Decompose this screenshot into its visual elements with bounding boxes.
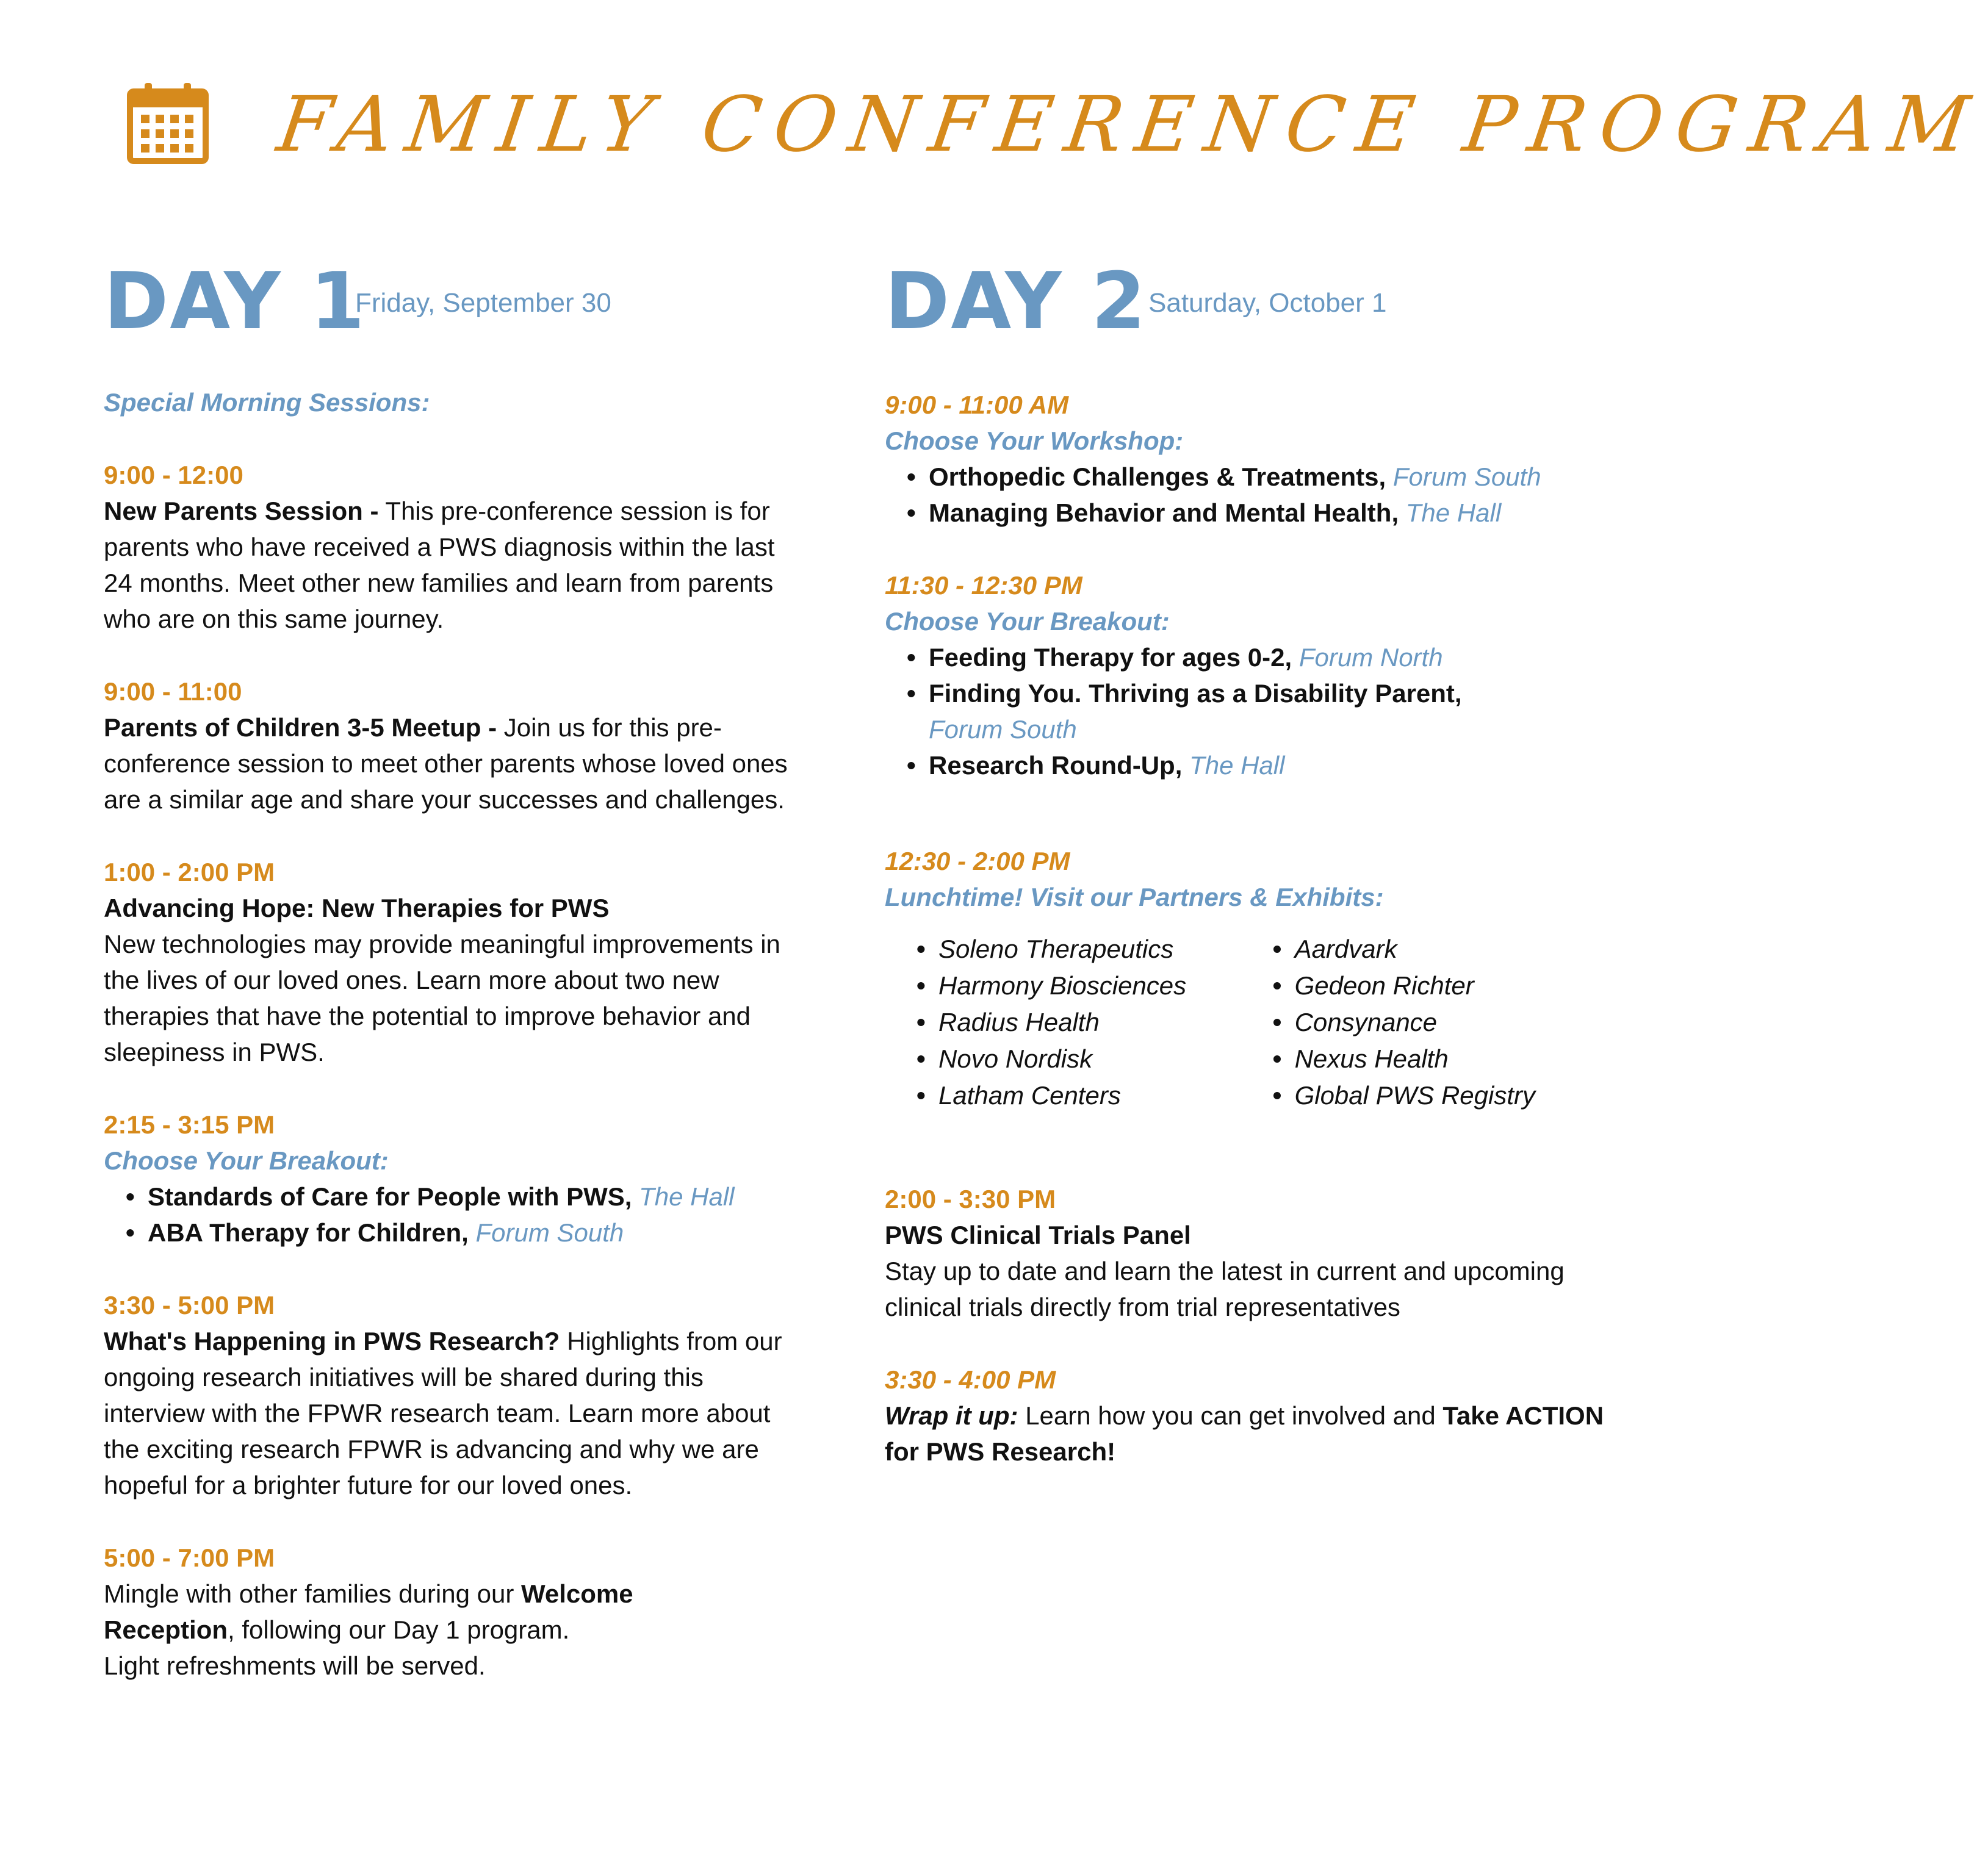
session-time: 12:30 - 2:00 PM — [885, 847, 1070, 875]
session-time: 2:15 - 3:15 PM — [104, 1110, 275, 1139]
workshop-location: Forum South — [1392, 462, 1541, 491]
day1-heading — [104, 256, 799, 354]
session-description: Learn how you can get involved and — [1018, 1401, 1443, 1430]
session-time: 3:30 - 4:00 PM — [885, 1365, 1056, 1394]
session-lead: Wrap it up: — [885, 1401, 1018, 1430]
day2-date: Saturday, October 1 — [1148, 288, 1387, 318]
session-time: 5:00 - 7:00 PM — [104, 1543, 275, 1572]
session-note: Light refreshments will be served. — [104, 1651, 486, 1680]
session-title: New Parents Session - — [104, 497, 379, 525]
session-subtitle: Choose Your Workshop: — [885, 426, 1184, 455]
session-time: 9:00 - 11:00 AM — [885, 390, 1069, 419]
session-call-to-action: Take ACTION for PWS Research! — [885, 1401, 1604, 1466]
session-title: Parents of Children 3-5 Meetup - — [104, 713, 497, 742]
session-title: Advancing Hope: New Therapies for PWS — [104, 894, 610, 922]
partner-item: • Harmony Biosciences — [938, 968, 1273, 1004]
workshop-location: The Hall — [1405, 498, 1502, 527]
partner-item: • Soleno Therapeutics — [938, 931, 1273, 968]
session-subtitle: Choose Your Breakout: — [885, 607, 1170, 636]
breakout-location: The Hall — [1189, 751, 1285, 780]
session-time: 9:00 - 11:00 — [104, 677, 242, 706]
partners-list — [885, 931, 1605, 1114]
day2-session-1 — [885, 387, 1605, 531]
page-title: FAMILY CONFERENCE PROGRAM — [272, 81, 1988, 169]
day1-session-5 — [104, 1287, 799, 1503]
breakout-name: Feeding Therapy for ages 0-2, — [929, 643, 1292, 672]
day1-label: DAY 1 — [104, 256, 366, 347]
day2-session-4 — [885, 1181, 1605, 1325]
calendar-icon — [125, 81, 211, 166]
session-time: 11:30 - 12:30 PM — [885, 571, 1082, 600]
session-description: Mingle with other families during our — [104, 1579, 521, 1608]
day1-content — [104, 384, 799, 1684]
session-time: 1:00 - 2:00 PM — [104, 858, 275, 886]
list-item — [929, 495, 1605, 531]
session-title: PWS Clinical Trials Panel — [885, 1221, 1191, 1249]
breakout-name: Finding You. Thriving as a Disability Parent, — [929, 679, 1462, 708]
partners-column-left — [917, 931, 1273, 1114]
workshop-name: Orthopedic Challenges & Treatments, — [929, 462, 1386, 491]
list-item — [929, 639, 1605, 675]
workshop-name: Managing Behavior and Mental Health, — [929, 498, 1399, 527]
day2-session-5 — [885, 1362, 1605, 1470]
day2-label: DAY 2 — [885, 256, 1147, 347]
breakout-location: The Hall — [639, 1182, 735, 1211]
session-description: Stay up to date and learn the latest in current and upcoming clinical trials directly from trial representatives — [885, 1257, 1565, 1321]
session-title: What's Happening in PWS Research? — [104, 1327, 560, 1356]
session-description: This pre-conference session is for parents who have received a PWS diagnosis within the last 24 months. Meet other new families and learn from parents who are on this same journey. — [104, 497, 775, 633]
list-item — [148, 1215, 799, 1251]
day1-session-3 — [104, 854, 799, 1070]
partners-column-right — [1273, 931, 1605, 1114]
list-item — [929, 675, 1514, 747]
session-time: 3:30 - 5:00 PM — [104, 1291, 275, 1320]
day1-column — [104, 256, 799, 1684]
breakout-location: Forum South — [929, 715, 1077, 744]
day2-session-2 — [885, 567, 1605, 783]
day2-content — [885, 387, 1605, 1470]
partner-item: • Gedeon Richter — [1295, 968, 1605, 1004]
partner-item: • Nexus Health — [1295, 1041, 1605, 1077]
session-highlight: Welcome Reception — [104, 1579, 633, 1644]
day1-session-1 — [104, 457, 799, 637]
session-subtitle: Lunchtime! Visit our Partners & Exhibits: — [885, 883, 1384, 911]
breakout-name: ABA Therapy for Children, — [148, 1218, 469, 1247]
workshop-list — [885, 459, 1605, 531]
breakout-list — [885, 639, 1605, 783]
breakout-list — [104, 1179, 799, 1251]
breakout-name: Research Round-Up, — [929, 751, 1183, 780]
session-time: 9:00 - 12:00 — [104, 461, 243, 489]
day2-session-3 — [885, 843, 1605, 1114]
day1-session-6 — [104, 1540, 799, 1684]
session-description: Join us for this pre-conference session to meet other parents whose loved ones are a similar age and share your successes and challenges. — [104, 713, 788, 814]
day1-date: Friday, September 30 — [355, 288, 611, 318]
partner-item: • Latham Centers — [938, 1077, 1273, 1114]
session-subtitle: Choose Your Breakout: — [104, 1146, 389, 1175]
session-description: New technologies may provide meaningful improvements in the lives of our loved ones. Learn more about two new therapies that have the potential to improve behavior and sleepiness in PWS. — [104, 930, 780, 1066]
page-header — [0, 0, 1988, 183]
partner-item: • Consynance — [1295, 1004, 1605, 1041]
breakout-location: Forum South — [475, 1218, 624, 1247]
session-description: Highlights from our ongoing research initiatives will be shared during this interview with the FPWR research team. Learn more about the exciting research FPWR is advancing and why we are hopeful for a brighter future for our loved ones. — [104, 1327, 782, 1499]
day1-session-4 — [104, 1107, 799, 1251]
breakout-name: Standards of Care for People with PWS, — [148, 1182, 632, 1211]
session-description: , following our Day 1 program. — [228, 1615, 570, 1644]
list-item — [929, 459, 1605, 495]
day2-heading — [885, 256, 1605, 354]
partner-item: • Novo Nordisk — [938, 1041, 1273, 1077]
day1-session-2 — [104, 673, 799, 817]
partner-item: • Global PWS Registry — [1295, 1077, 1605, 1114]
day1-intro: Special Morning Sessions: — [104, 388, 430, 417]
breakout-location: Forum North — [1298, 643, 1443, 672]
partner-item: • Radius Health — [938, 1004, 1273, 1041]
day2-column — [885, 256, 1605, 1470]
partner-item: • Aardvark — [1295, 931, 1605, 968]
session-time: 2:00 - 3:30 PM — [885, 1185, 1056, 1213]
list-item — [148, 1179, 799, 1215]
list-item — [929, 747, 1605, 783]
